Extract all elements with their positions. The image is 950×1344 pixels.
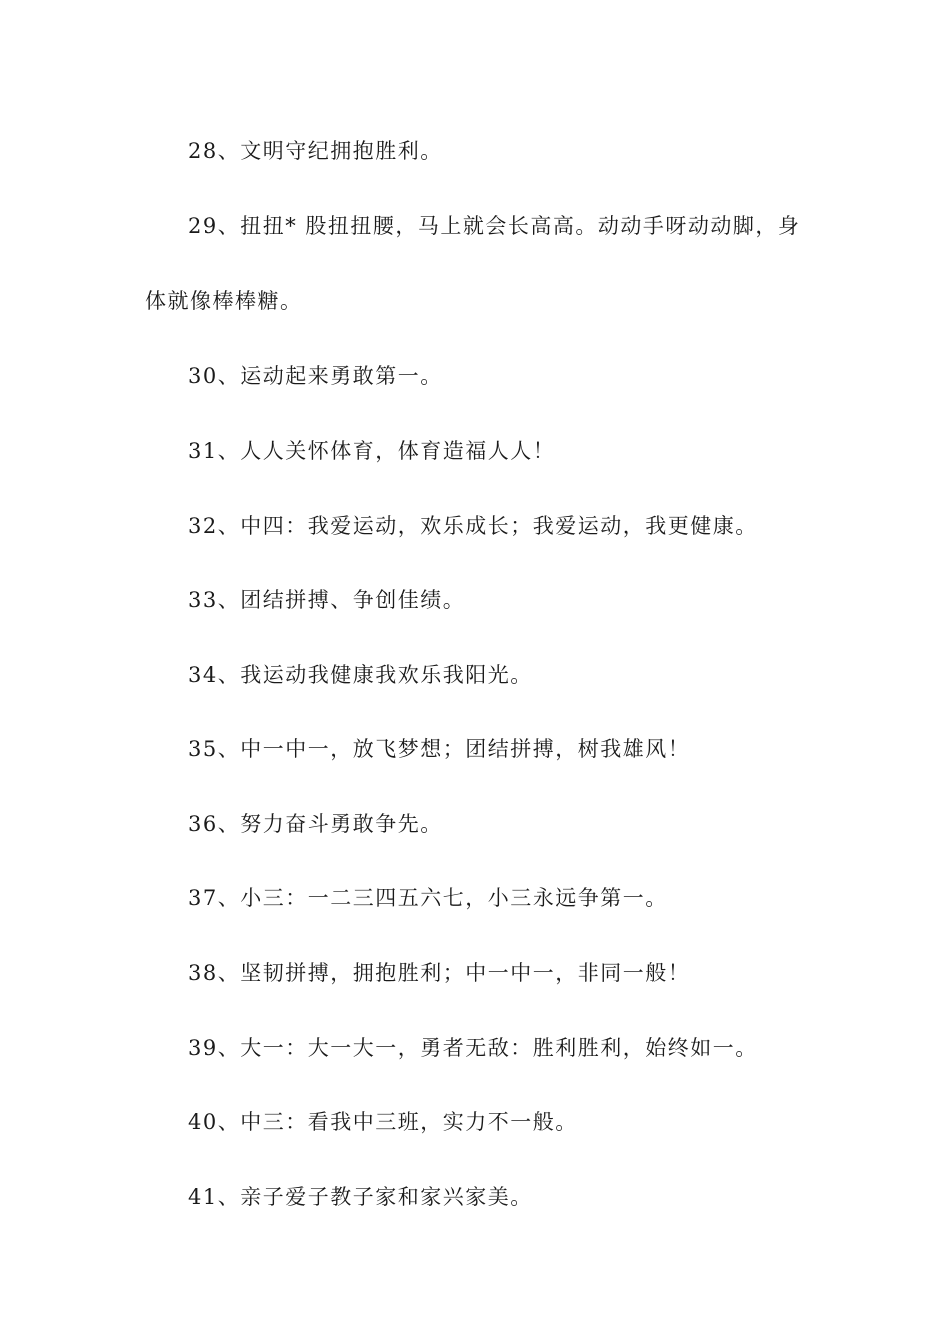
paragraph-29-continued: 体就像棒棒糖。 — [145, 289, 303, 313]
paragraph-41: 41、亲子爱子教子家和家兴家美。 — [188, 1185, 533, 1209]
paragraph-31: 31、人人关怀体育，体育造福人人！ — [188, 439, 556, 463]
paragraph-28: 28、文明守纪拥抱胜利。 — [188, 139, 443, 163]
paragraph-30: 30、运动起来勇敢第一。 — [188, 364, 443, 388]
paragraph-34: 34、我运动我健康我欢乐我阳光。 — [188, 663, 533, 687]
paragraph-38: 38、坚韧拼搏，拥抱胜利；中一中一，非同一般！ — [188, 961, 691, 985]
paragraph-29: 29、扭扭* 股扭扭腰，马上就会长高高。动动手呀动动脚，身 — [188, 214, 801, 238]
paragraph-39: 39、大一：大一大一，勇者无敌：胜利胜利，始终如一。 — [188, 1036, 758, 1060]
paragraph-37: 37、小三：一二三四五六七，小三永远争第一。 — [188, 886, 668, 910]
paragraph-33: 33、团结拼搏、争创佳绩。 — [188, 588, 466, 612]
paragraph-40: 40、中三：看我中三班，实力不一般。 — [188, 1110, 578, 1134]
paragraph-35: 35、中一中一，放飞梦想；团结拼搏，树我雄风！ — [188, 737, 691, 761]
paragraph-32: 32、中四：我爱运动，欢乐成长；我爱运动，我更健康。 — [188, 514, 758, 538]
paragraph-36: 36、努力奋斗勇敢争先。 — [188, 812, 443, 836]
